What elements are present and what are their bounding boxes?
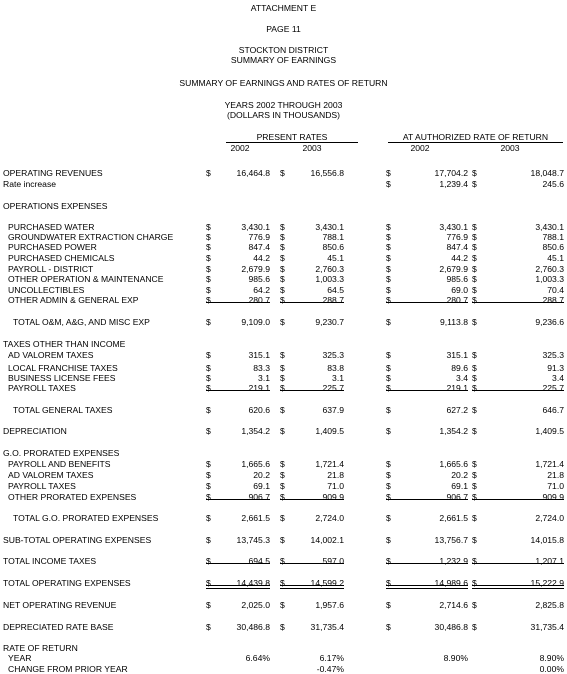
currency-sign: $ — [280, 481, 285, 491]
row-label: G.O. PRORATED EXPENSES — [3, 448, 120, 458]
present-rates-heading: PRESENT RATES — [256, 132, 328, 142]
currency-sign: $ — [280, 578, 285, 588]
row-value: 1,721.4 — [315, 459, 344, 469]
row-label: NET OPERATING REVENUE — [3, 600, 117, 610]
currency-sign: $ — [206, 350, 211, 360]
currency-sign: $ — [472, 535, 477, 545]
row-value: 906.7 — [248, 492, 270, 502]
row-value: 3.1 — [332, 373, 344, 383]
currency-sign: $ — [206, 295, 211, 305]
row-value: 627.2 — [446, 405, 468, 415]
currency-sign: $ — [386, 470, 391, 480]
currency-sign: $ — [386, 535, 391, 545]
row-value: 1,232.9 — [439, 556, 468, 566]
currency-sign: $ — [280, 535, 285, 545]
row-value: 9,236.6 — [535, 317, 564, 327]
row-value: 1,354.2 — [241, 426, 270, 436]
row-value: 646.7 — [542, 405, 564, 415]
row-label: TOTAL OPERATING EXPENSES — [3, 578, 131, 588]
row-value: 225.7 — [542, 383, 564, 393]
currency-sign: $ — [472, 232, 477, 242]
row-value: 1,409.5 — [315, 426, 344, 436]
row-value: 3.4 — [456, 373, 468, 383]
row-value: 16,556.8 — [310, 168, 344, 178]
row-value: 6.64% — [245, 653, 270, 663]
currency-sign: $ — [206, 363, 211, 373]
currency-sign: $ — [472, 556, 477, 566]
currency-sign: $ — [280, 373, 285, 383]
currency-sign: $ — [206, 253, 211, 263]
row-label: TOTAL GENERAL TAXES — [13, 405, 113, 415]
row-value: 1,665.6 — [439, 459, 468, 469]
row-value: 70.4 — [547, 285, 564, 295]
row-value: 69.1 — [451, 481, 468, 491]
row-label: OPERATING REVENUES — [3, 168, 103, 178]
currency-sign: $ — [280, 556, 285, 566]
row-value: 20.2 — [451, 470, 468, 480]
row-label: PAYROLL AND BENEFITS — [8, 459, 111, 469]
row-value: 1,207.1 — [535, 556, 564, 566]
row-label: UNCOLLECTIBLES — [8, 285, 85, 295]
row-label: TOTAL INCOME TAXES — [3, 556, 97, 566]
row-value: 847.4 — [248, 242, 270, 252]
row-value: 6.17% — [319, 653, 344, 663]
row-value: 3,430.1 — [535, 222, 564, 232]
currency-sign: $ — [472, 513, 477, 523]
row-value: 280.7 — [248, 295, 270, 305]
row-value: 9,113.8 — [439, 317, 468, 327]
currency-sign: $ — [472, 274, 477, 284]
row-value: 8.90% — [443, 653, 468, 663]
currency-sign: $ — [472, 179, 477, 189]
currency-sign: $ — [206, 274, 211, 284]
currency-sign: $ — [386, 481, 391, 491]
currency-sign: $ — [206, 513, 211, 523]
year-header: 2003 — [500, 143, 520, 153]
row-label: TOTAL G.O. PRORATED EXPENSES — [13, 513, 159, 523]
currency-sign: $ — [280, 274, 285, 284]
row-label: TOTAL O&M, A&G, AND MISC EXP — [13, 317, 150, 327]
currency-sign: $ — [280, 513, 285, 523]
row-value: 16,464.8 — [236, 168, 270, 178]
year-header: 2002 — [410, 143, 430, 153]
row-value: 280.7 — [446, 295, 468, 305]
currency-sign: $ — [472, 405, 477, 415]
currency-sign: $ — [386, 373, 391, 383]
currency-sign: $ — [386, 350, 391, 360]
report-subtitle: SUMMARY OF EARNINGS AND RATES OF RETURN — [179, 78, 388, 88]
currency-sign: $ — [280, 222, 285, 232]
row-value: 20.2 — [253, 470, 270, 480]
row-value: 909.9 — [542, 492, 564, 502]
row-value: 64.5 — [327, 285, 344, 295]
row-value: 325.3 — [322, 350, 344, 360]
row-value: 3.1 — [258, 373, 270, 383]
row-value: 850.6 — [542, 242, 564, 252]
currency-sign: $ — [206, 459, 211, 469]
row-value: 2,025.0 — [241, 600, 270, 610]
currency-sign: $ — [386, 253, 391, 263]
currency-sign: $ — [206, 622, 211, 632]
row-value: 694.5 — [248, 556, 270, 566]
currency-sign: $ — [472, 373, 477, 383]
row-label: AD VALOREM TAXES — [8, 350, 94, 360]
currency-sign: $ — [206, 492, 211, 502]
currency-sign: $ — [206, 222, 211, 232]
row-value: 13,756.7 — [434, 535, 468, 545]
row-label: TAXES OTHER THAN INCOME — [3, 339, 126, 349]
currency-sign: $ — [206, 264, 211, 274]
currency-sign: $ — [386, 232, 391, 242]
currency-sign: $ — [472, 242, 477, 252]
row-value: 69.1 — [253, 481, 270, 491]
row-value: 15,222.9 — [530, 578, 564, 588]
row-value: 985.6 — [248, 274, 270, 284]
row-label: LOCAL FRANCHISE TAXES — [8, 363, 118, 373]
row-value: 2,679.9 — [241, 264, 270, 274]
currency-sign: $ — [280, 232, 285, 242]
row-value: 31,735.4 — [530, 622, 564, 632]
row-value: 83.8 — [327, 363, 344, 373]
row-label: PURCHASED WATER — [8, 222, 95, 232]
currency-sign: $ — [386, 383, 391, 393]
currency-sign: $ — [386, 600, 391, 610]
currency-sign: $ — [472, 481, 477, 491]
row-label: OTHER ADMIN & GENERAL EXP — [8, 295, 139, 305]
currency-sign: $ — [280, 253, 285, 263]
currency-sign: $ — [206, 168, 211, 178]
row-value: 71.0 — [327, 481, 344, 491]
currency-sign: $ — [472, 578, 477, 588]
currency-sign: $ — [472, 363, 477, 373]
currency-sign: $ — [280, 622, 285, 632]
currency-sign: $ — [472, 470, 477, 480]
row-value: 3,430.1 — [241, 222, 270, 232]
row-value: 14,015.8 — [530, 535, 564, 545]
currency-sign: $ — [280, 459, 285, 469]
currency-sign: $ — [280, 426, 285, 436]
currency-sign: $ — [280, 363, 285, 373]
row-value: 288.7 — [542, 295, 564, 305]
report-title: SUMMARY OF EARNINGS — [230, 55, 337, 65]
row-value: 288.7 — [322, 295, 344, 305]
currency-sign: $ — [386, 363, 391, 373]
currency-sign: $ — [472, 222, 477, 232]
row-value: 2,724.0 — [535, 513, 564, 523]
currency-sign: $ — [280, 492, 285, 502]
row-value: 30,486.8 — [434, 622, 468, 632]
row-value: 620.6 — [248, 405, 270, 415]
row-label: RATE OF RETURN — [3, 643, 78, 653]
currency-sign: $ — [206, 578, 211, 588]
row-value: 31,735.4 — [310, 622, 344, 632]
currency-sign: $ — [472, 492, 477, 502]
row-value: 1,409.5 — [535, 426, 564, 436]
currency-sign: $ — [472, 295, 477, 305]
row-label: PURCHASED CHEMICALS — [8, 253, 115, 263]
currency-sign: $ — [206, 600, 211, 610]
year-header: 2002 — [230, 143, 250, 153]
currency-sign: $ — [472, 285, 477, 295]
authorized-rate-heading: AT AUTHORIZED RATE OF RETURN — [402, 132, 549, 142]
row-value: 14,439.8 — [236, 578, 270, 588]
row-value: 18,048.7 — [530, 168, 564, 178]
currency-sign: $ — [280, 285, 285, 295]
row-label: AD VALOREM TAXES — [8, 470, 94, 480]
row-value: 44.2 — [253, 253, 270, 263]
row-value: 91.3 — [547, 363, 564, 373]
row-value: 64.2 — [253, 285, 270, 295]
currency-sign: $ — [280, 383, 285, 393]
row-label: DEPRECIATION — [3, 426, 67, 436]
row-value: 788.1 — [322, 232, 344, 242]
currency-sign: $ — [280, 295, 285, 305]
currency-sign: $ — [206, 426, 211, 436]
currency-sign: $ — [206, 232, 211, 242]
row-value: 71.0 — [547, 481, 564, 491]
currency-sign: $ — [206, 481, 211, 491]
row-value: 30,486.8 — [236, 622, 270, 632]
row-value: 325.3 — [542, 350, 564, 360]
row-value: 17,704.2 — [434, 168, 468, 178]
row-label: PAYROLL TAXES — [8, 481, 76, 491]
row-value: 225.7 — [322, 383, 344, 393]
currency-sign: $ — [472, 350, 477, 360]
row-value: 847.4 — [446, 242, 468, 252]
row-value: 2,661.5 — [241, 513, 270, 523]
row-value: 219.1 — [248, 383, 270, 393]
row-value: 2,825.8 — [535, 600, 564, 610]
currency-sign: $ — [280, 317, 285, 327]
currency-sign: $ — [472, 253, 477, 263]
row-label: BUSINESS LICENSE FEES — [8, 373, 116, 383]
currency-sign: $ — [386, 274, 391, 284]
row-label: PURCHASED POWER — [8, 242, 97, 252]
currency-sign: $ — [472, 383, 477, 393]
row-value: 1,665.6 — [241, 459, 270, 469]
row-value: 1,239.4 — [439, 179, 468, 189]
row-value: 21.8 — [327, 470, 344, 480]
row-label: OTHER PRORATED EXPENSES — [8, 492, 137, 502]
row-value: 788.1 — [542, 232, 564, 242]
row-value: 1,003.3 — [535, 274, 564, 284]
currency-sign: $ — [386, 168, 391, 178]
district-name: STOCKTON DISTRICT — [238, 45, 329, 55]
years-range: YEARS 2002 THROUGH 2003 — [224, 100, 343, 110]
row-value: 45.1 — [547, 253, 564, 263]
currency-sign: $ — [280, 405, 285, 415]
row-value: 3,430.1 — [315, 222, 344, 232]
row-value: 985.6 — [446, 274, 468, 284]
row-value: 2,760.3 — [535, 264, 564, 274]
currency-sign: $ — [280, 242, 285, 252]
row-label: OTHER OPERATION & MAINTENANCE — [8, 274, 164, 284]
currency-sign: $ — [206, 535, 211, 545]
currency-sign: $ — [386, 179, 391, 189]
row-label: YEAR — [8, 653, 32, 663]
row-value: 13,745.3 — [236, 535, 270, 545]
currency-sign: $ — [386, 459, 391, 469]
row-value: 315.1 — [248, 350, 270, 360]
row-value: 14,599.2 — [310, 578, 344, 588]
currency-sign: $ — [386, 295, 391, 305]
row-value: 906.7 — [446, 492, 468, 502]
currency-sign: $ — [206, 556, 211, 566]
row-value: 909.9 — [322, 492, 344, 502]
row-label: SUB-TOTAL OPERATING EXPENSES — [3, 535, 152, 545]
currency-sign: $ — [280, 350, 285, 360]
currency-sign: $ — [386, 264, 391, 274]
row-value: 1,354.2 — [439, 426, 468, 436]
row-label: OPERATIONS EXPENSES — [3, 201, 108, 211]
page-number: PAGE 11 — [266, 24, 301, 34]
row-value: 21.8 — [547, 470, 564, 480]
row-value: 14,002.1 — [310, 535, 344, 545]
currency-sign: $ — [386, 492, 391, 502]
row-label: PAYROLL TAXES — [8, 383, 76, 393]
units-note: (DOLLARS IN THOUSANDS) — [226, 110, 340, 120]
row-value: 0.00% — [539, 664, 564, 674]
currency-sign: $ — [472, 622, 477, 632]
currency-sign: $ — [206, 383, 211, 393]
currency-sign: $ — [206, 242, 211, 252]
row-label: GROUNDWATER EXTRACTION CHARGE — [8, 232, 174, 242]
row-value: 597.0 — [322, 556, 344, 566]
currency-sign: $ — [206, 317, 211, 327]
currency-sign: $ — [280, 470, 285, 480]
currency-sign: $ — [472, 600, 477, 610]
row-value: 1,003.3 — [315, 274, 344, 284]
currency-sign: $ — [280, 264, 285, 274]
currency-sign: $ — [386, 222, 391, 232]
row-value: 850.6 — [322, 242, 344, 252]
row-label: DEPRECIATED RATE BASE — [3, 622, 114, 632]
currency-sign: $ — [280, 168, 285, 178]
currency-sign: $ — [472, 459, 477, 469]
row-value: 1,721.4 — [535, 459, 564, 469]
currency-sign: $ — [472, 317, 477, 327]
currency-sign: $ — [472, 264, 477, 274]
row-value: 8.90% — [539, 653, 564, 663]
currency-sign: $ — [386, 317, 391, 327]
attachment-label: ATTACHMENT E — [250, 3, 317, 13]
row-value: 776.9 — [248, 232, 270, 242]
row-value: 9,109.0 — [241, 317, 270, 327]
currency-sign: $ — [280, 600, 285, 610]
row-value: 637.9 — [322, 405, 344, 415]
row-value: 89.6 — [451, 363, 468, 373]
currency-sign: $ — [386, 556, 391, 566]
row-value: -0.47% — [316, 664, 344, 674]
row-value: 69.0 — [451, 285, 468, 295]
currency-sign: $ — [386, 285, 391, 295]
row-value: 315.1 — [446, 350, 468, 360]
row-value: 9,230.7 — [315, 317, 344, 327]
row-value: 2,724.0 — [315, 513, 344, 523]
currency-sign: $ — [386, 513, 391, 523]
row-value: 3.4 — [552, 373, 564, 383]
currency-sign: $ — [206, 373, 211, 383]
row-value: 45.1 — [327, 253, 344, 263]
currency-sign: $ — [386, 622, 391, 632]
currency-sign: $ — [386, 405, 391, 415]
row-value: 83.3 — [253, 363, 270, 373]
currency-sign: $ — [206, 470, 211, 480]
currency-sign: $ — [386, 242, 391, 252]
row-value: 2,714.6 — [439, 600, 468, 610]
row-value: 3,430.1 — [439, 222, 468, 232]
currency-sign: $ — [206, 285, 211, 295]
row-value: 2,679.9 — [439, 264, 468, 274]
currency-sign: $ — [386, 426, 391, 436]
currency-sign: $ — [472, 168, 477, 178]
row-label: PAYROLL - DISTRICT — [8, 264, 94, 274]
row-value: 219.1 — [446, 383, 468, 393]
currency-sign: $ — [206, 405, 211, 415]
row-value: 776.9 — [446, 232, 468, 242]
row-value: 245.6 — [542, 179, 564, 189]
row-value: 2,760.3 — [315, 264, 344, 274]
year-header: 2003 — [302, 143, 322, 153]
row-value: 2,661.5 — [439, 513, 468, 523]
currency-sign: $ — [472, 426, 477, 436]
row-value: 1,957.6 — [315, 600, 344, 610]
row-label: Rate increase — [3, 179, 57, 189]
row-label: CHANGE FROM PRIOR YEAR — [8, 664, 128, 674]
row-value: 44.2 — [451, 253, 468, 263]
currency-sign: $ — [386, 578, 391, 588]
row-value: 14,989.6 — [434, 578, 468, 588]
